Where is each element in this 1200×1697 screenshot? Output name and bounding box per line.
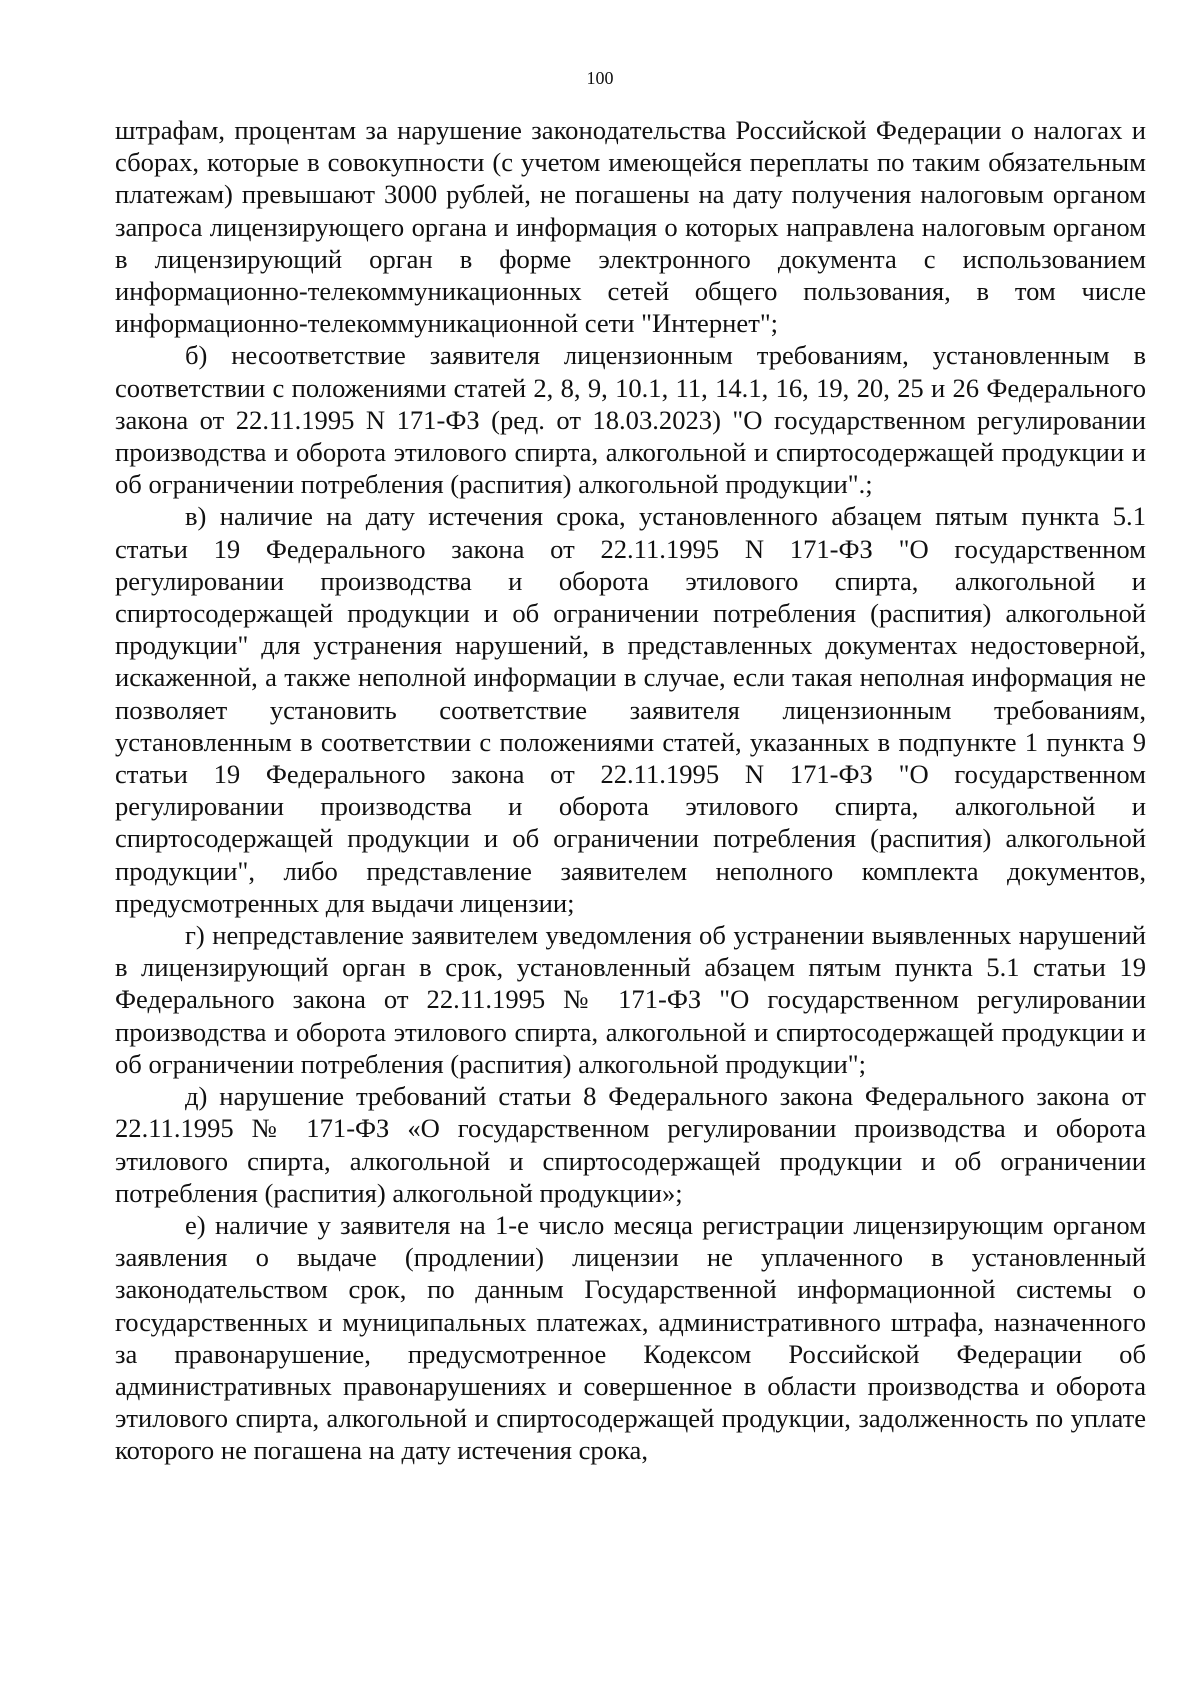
paragraph-item-d: д) нарушение требований статьи 8 Федерального закона Федерального закона от 22.11.1995 № 171-ФЗ «О государственном регулировании производства и оборота этилового спирта, алкогольной и спиртосодержащей продукции и об ограничении потребления (распития) алкогольной продукции»; [115, 1081, 1146, 1208]
page-number: 100 [586, 68, 614, 88]
paragraph-item-g: г) непредставление заявителем уведомления об устранении выявленных нарушений в лицензирующий орган в срок, установленный абзацем пятым пункта 5.1 статьи 19 Федерального закона от 22.11.1995 № 171-ФЗ "О государственном регулировании производства и оборота этилового спирта, алкогольной и спиртосодержащей продукции и об ограничении потребления (распития) алкогольной продукции"; [115, 920, 1146, 1079]
paragraph-item-v: в) наличие на дату истечения срока, установленного абзацем пятым пункта 5.1 статьи 19 Федерального закона от 22.11.1995 N 171-ФЗ "О государственном регулировании производства и оборота этилового спирта, алкогольной и спиртосодержащей продукции и об ограничении потребления (распития) алкогольной продукции" для устранения нарушений, в представленных документах недостоверной, искаженной, а также неполной информации в случае, если такая неполная информация не позволяет установить соответствие заявителя лицензионным требованиям, установленным в соответствии с положениями статей, указанных в подпункте 1 пункта 9 статьи 19 Федерального закона от 22.11.1995 N 171-ФЗ "О государственном регулировании производства и оборота этилового спирта, алкогольной и спиртосодержащей продукции и об ограничении потребления (распития) алкогольной продукции", либо представление заявителем неполного комплекта документов, предусмотренных для выдачи лицензии; [115, 501, 1146, 918]
paragraph-continuation: штрафам, процентам за нарушение законодательства Российской Федерации о налогах и сборах, которые в совокупности (с учетом имеющейся переплаты по таким обязательным платежам) превышают 3000 рублей, не погашены на дату получения налоговым органом запроса лицензирующего органа и информация о которых направлена налоговым органом в лицензирующий орган в форме электронного документа с использованием информационно-телекоммуникационных сетей общего пользования, в том числе информационно-телекоммуникационной сети "Интернет"; [115, 115, 1146, 339]
document-body [115, 114, 1146, 1467]
paragraph-item-b: б) несоответствие заявителя лицензионным требованиям, установленным в соответствии с положениями статей 2, 8, 9, 10.1, 11, 14.1, 16, 19, 20, 25 и 26 Федерального закона от 22.11.1995 N 171-ФЗ (ред. от 18.03.2023) "О государственном регулировании производства и оборота этилового спирта, алкогольной и спиртосодержащей продукции и об ограничении потребления (распития) алкогольной продукции".; [115, 340, 1146, 500]
paragraph-item-e: е) наличие у заявителя на 1-е число месяца регистрации лицензирующим органом заявления о выдаче (продлении) лицензии не уплаченного в установленный законодательством срок, по данным Государственной информационной системы о государственных и муниципальных платежах, административного штрафа, назначенного за правонарушение, предусмотренное Кодексом Российской Федерации об административных правонарушениях и совершенное в области производства и оборота этилового спирта, алкогольной и спиртосодержащей продукции, задолженность по уплате которого не погашена на дату истечения срока, [115, 1209, 1146, 1466]
